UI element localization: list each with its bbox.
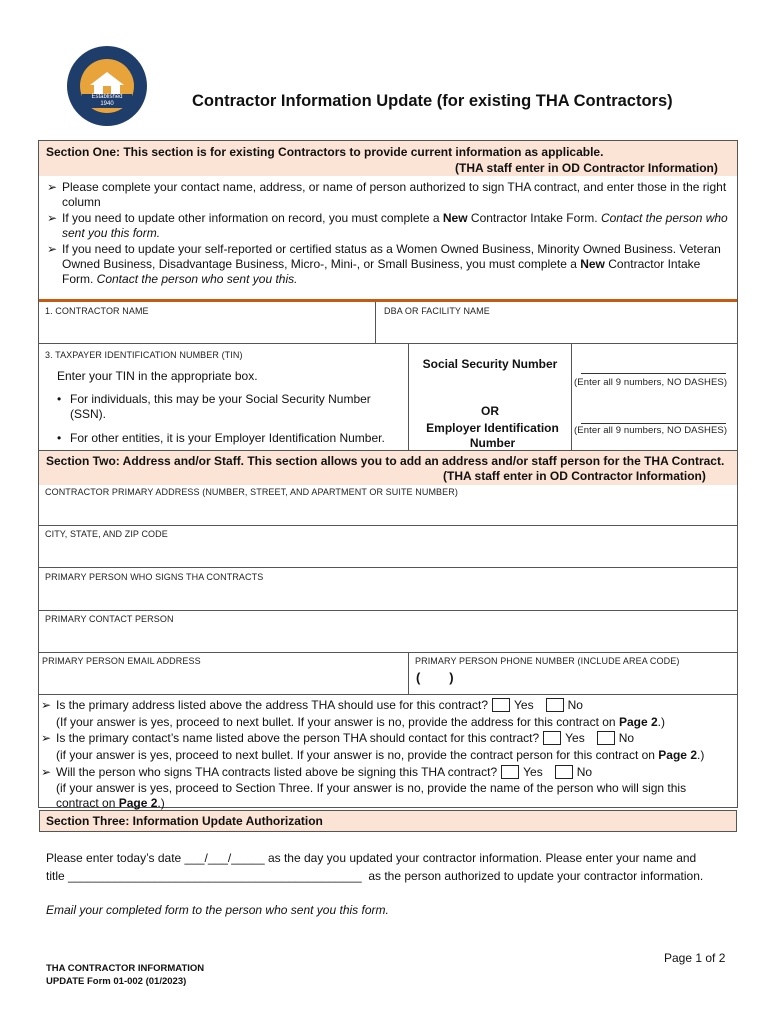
- ein-label: Employer Identification Number: [426, 421, 559, 450]
- email-label: PRIMARY PERSON EMAIL ADDRESS: [42, 656, 201, 666]
- ein-input[interactable]: [581, 409, 726, 424]
- q3-no-checkbox[interactable]: [555, 765, 573, 779]
- question-contact-note: (if your answer is yes, proceed to next bullet. If your answer is no, provide the contract person for this contract on Page 2.): [56, 748, 705, 762]
- email-input[interactable]: [40, 670, 406, 694]
- question-signer-note: (if your answer is yes, proceed to Section Three. If your answer is no, provide the name of the person who will sign this contract on Page 2.): [56, 781, 687, 810]
- section-one-staff-note: (THA staff enter in OD Contractor Information): [455, 161, 718, 175]
- arrow-bullet-icon: ➢: [41, 765, 52, 779]
- ssn-input[interactable]: [581, 359, 726, 374]
- logo-established: Established: [91, 94, 123, 100]
- section-three-title: Section Three: Information Update Authorization: [46, 814, 323, 828]
- arrow-bullet-icon: ➢: [47, 180, 58, 194]
- date-statement: Please enter today’s date ___/___/_____ as the day you updated your contractor information. Please enter your name and: [46, 851, 697, 865]
- arrow-bullet-icon: ➢: [41, 698, 52, 712]
- contractor-name-label: 1. CONTRACTOR NAME: [45, 306, 149, 316]
- footer-form-info: [46, 962, 204, 988]
- arrow-bullet-icon: ➢: [47, 211, 58, 225]
- arrow-bullet-icon: ➢: [41, 731, 52, 745]
- contact-label: PRIMARY CONTACT PERSON: [45, 614, 174, 624]
- dba-input[interactable]: [377, 318, 735, 342]
- section-separator: [39, 299, 737, 302]
- tha-logo: [66, 45, 148, 127]
- ein-hint: (Enter all 9 numbers, NO DASHES): [574, 425, 728, 436]
- signer-input[interactable]: [40, 585, 736, 609]
- email-note: Email your completed form to the person who sent you this form.: [46, 903, 389, 917]
- page-title: Contractor Information Update (for existing THA Contractors): [192, 92, 673, 110]
- q3-yes-checkbox[interactable]: [501, 765, 519, 779]
- footer-form-id: UPDATE Form 01-002 (01/2023): [46, 976, 187, 987]
- or-label: OR: [481, 404, 499, 418]
- q2-yes-checkbox[interactable]: [543, 731, 561, 745]
- tin-label: 3. TAXPAYER IDENTIFICATION NUMBER (TIN): [45, 350, 243, 360]
- section-two-staff-note: (THA staff enter in OD Contractor Information): [443, 469, 706, 483]
- ssn-label: Social Security Number: [422, 357, 558, 371]
- footer-form-name: THA CONTRACTOR INFORMATION: [46, 963, 205, 974]
- contact-input[interactable]: [40, 627, 736, 651]
- contractor-name-input[interactable]: [40, 318, 374, 342]
- address-input[interactable]: [40, 500, 736, 524]
- ssn-hint: (Enter all 9 numbers, NO DASHES): [574, 377, 728, 388]
- q2-no-checkbox[interactable]: [597, 731, 615, 745]
- logo-year: 1940: [100, 101, 114, 107]
- address-label: CONTRACTOR PRIMARY ADDRESS (NUMBER, STREET, AND APARTMENT OR SUITE NUMBER): [45, 487, 458, 497]
- page-number: Page 1 of 2: [664, 951, 726, 965]
- title-statement: title ____________________________________________ as the person authorized to update your contractor information.: [46, 869, 704, 883]
- q1-no-checkbox[interactable]: [546, 698, 564, 712]
- arrow-bullet-icon: ➢: [47, 242, 58, 256]
- phone-input[interactable]: ( ): [416, 670, 454, 685]
- section-two-title: Section Two: Address and/or Staff. This section allows you to add an address and/or staff person for the THA Contract.: [46, 454, 725, 468]
- q1-yes-checkbox[interactable]: [492, 698, 510, 712]
- dba-label: DBA OR FACILITY NAME: [384, 306, 490, 316]
- section-one-title: Section One: This section is for existing Contractors to provide current information as applicable.: [46, 145, 604, 159]
- tin-instruction: Enter your TIN in the appropriate box.: [57, 369, 258, 383]
- phone-label: PRIMARY PERSON PHONE NUMBER (INCLUDE AREA CODE): [415, 656, 680, 666]
- name-title-field[interactable]: ____________________________________________: [68, 869, 362, 883]
- question-address-note: (If your answer is yes, proceed to next bullet. If your answer is no, provide the address for this contract on Page 2.): [56, 715, 665, 729]
- signer-label: PRIMARY PERSON WHO SIGNS THA CONTRACTS: [45, 572, 264, 582]
- city-input[interactable]: [40, 542, 736, 566]
- city-label: CITY, STATE, AND ZIP CODE: [45, 529, 168, 539]
